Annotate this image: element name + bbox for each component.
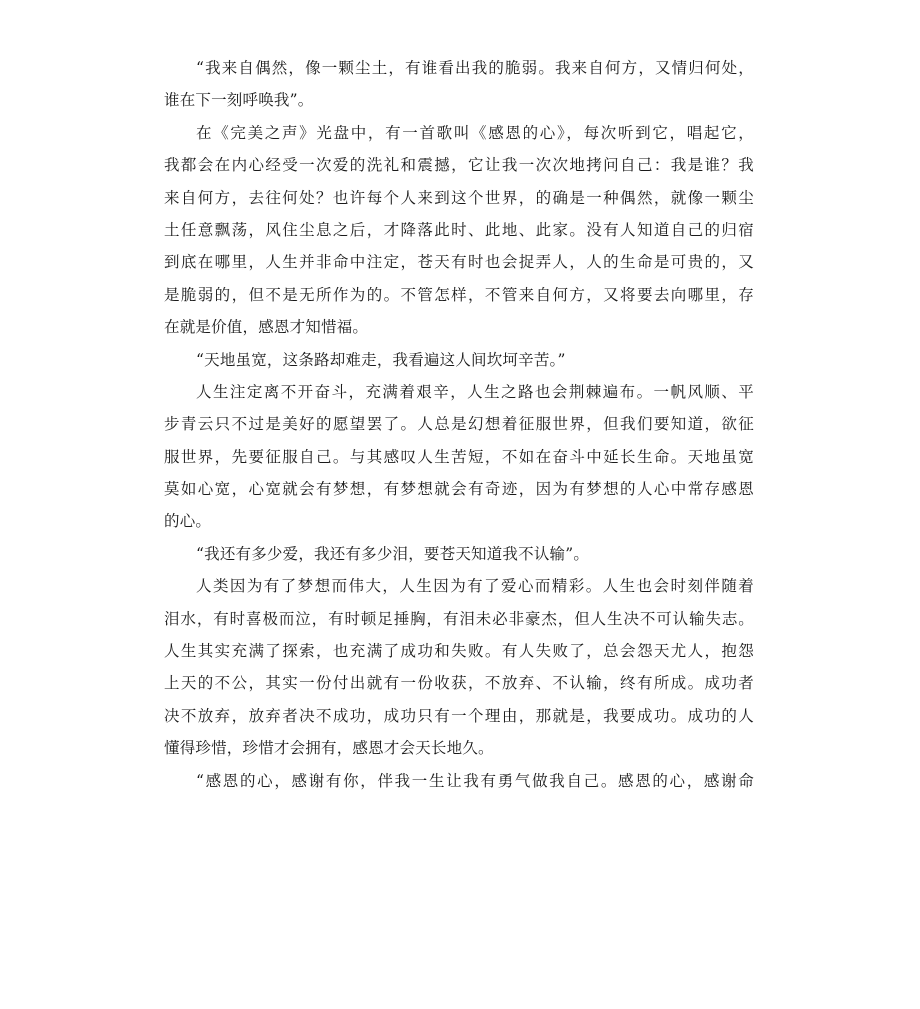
text-line: 土任意飘荡，风住尘息之后，才降落此时、此地、此家。没有人知道自己的归宿 [164,220,754,239]
text-line: 到底在哪里，人生并非命中注定，苍天有时也会捉弄人，人的生命是可贵的，又 [164,253,754,272]
text-line: “感恩的心，感谢有你，伴我一生让我有勇气做我自己。感恩的心，感谢命 [196,771,754,790]
text-line: 服世界，先要征服自己。与其感叹人生苦短，不如在奋斗中延长生命。天地虽宽 [164,447,754,466]
paragraph [164,52,754,117]
paragraph [164,570,754,764]
text-line: 决不放弃，放弃者决不成功，成功只有一个理由，那就是，我要成功。成功的人 [164,706,754,725]
text-line: “我来自偶然，像一颗尘土，有谁看出我的脆弱。我来自何方，又情归何处， [196,59,754,77]
text-line: 的心。 [164,512,212,531]
text-line: 泪水，有时喜极而泣，有时顿足捶胸，有泪未必非豪杰，但人生决不可认输失志。 [164,609,754,628]
text-line: 在《完美之声》光盘中，有一首歌叫《感恩的心》，每次听到它，唱起它， [196,123,754,142]
document-page [164,52,754,797]
text-line: 我都会在内心经受一次爱的洗礼和震撼，它让我一次次地拷问自己：我是谁？我 [164,156,754,175]
text-line: 上天的不公，其实一份付出就有一份收获，不放弃、不认输，终有所成。成功者 [164,674,754,693]
paragraph [164,117,754,344]
text-line: 人类因为有了梦想而伟大，人生因为有了爱心而精彩。人生也会时刻伴随着 [196,577,754,596]
paragraph [164,344,754,376]
text-line: 人生注定离不开奋斗，充满着艰辛，人生之路也会荆棘遍布。一帆风顺、平 [196,382,754,401]
paragraph [164,765,754,797]
text-line: 是脆弱的，但不是无所作为的。不管怎样，不管来自何方，又将要去向哪里，存 [164,285,754,304]
text-line: 谁在下一刻呼唤我”。 [164,91,314,110]
text-line: 莫如心宽，心宽就会有梦想，有梦想就会有奇迹，因为有梦想的人心中常存感恩 [164,480,754,499]
paragraph [164,538,754,570]
paragraph [164,376,754,538]
text-line: “天地虽宽，这条路却难走，我看遍这人间坎坷辛苦。” [196,350,566,369]
text-line: 步青云只不过是美好的愿望罢了。人总是幻想着征服世界，但我们要知道，欲征 [164,415,754,434]
text-line: 懂得珍惜，珍惜才会拥有，感恩才会天长地久。 [164,739,494,758]
text-line: 来自何方，去往何处？也许每个人来到这个世界，的确是一种偶然，就像一颗尘 [164,188,754,207]
text-line: 人生其实充满了探索，也充满了成功和失败。有人失败了，总会怨天尤人，抱怨 [164,642,754,661]
text-line: 在就是价值，感恩才知惜福。 [164,318,369,337]
text-line: “我还有多少爱，我还有多少泪，要苍天知道我不认输”。 [196,544,590,563]
